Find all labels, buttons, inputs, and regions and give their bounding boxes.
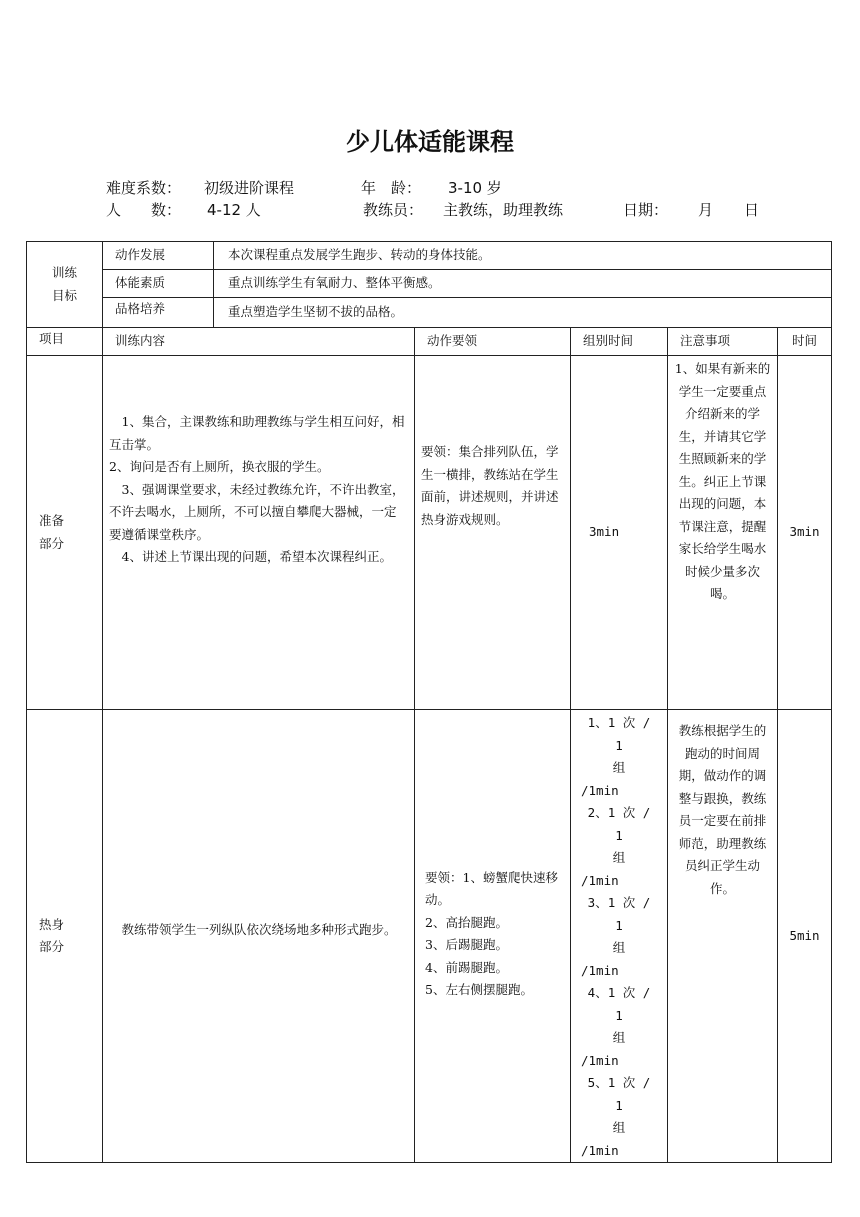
prep-time: 3min — [778, 356, 832, 710]
goals-label-line2: 目标 — [51, 287, 77, 303]
goal-text: 重点训练学生有氧耐力、整体平衡感。 — [214, 270, 832, 298]
goal-name: 动作发展 — [103, 242, 214, 270]
coach-label: 教练员： — [363, 201, 424, 219]
prep-group-time: 3min — [571, 356, 668, 710]
warmup-content-text: 教练带领学生一列纵队依次绕场地多种形式跑步。 — [121, 921, 397, 937]
people-value: 4-12 人 — [207, 201, 261, 219]
prep-content-item: 3、强调课堂要求，未经过教练允许，不许出教室，不许去喝水，上厕所，不可以擅自攀爬大器械，一定要遵循课堂秩序。 — [109, 481, 405, 542]
header-time: 时间 — [778, 328, 832, 356]
prep-label-line1: 准备 — [39, 513, 65, 528]
page-title: 少儿体适能课程 — [346, 128, 514, 156]
goal-row — [27, 270, 832, 298]
header-notes: 注意事项 — [668, 328, 778, 356]
age-value: 3-10 岁 — [448, 179, 502, 197]
goal-name: 体能素质 — [103, 270, 214, 298]
header-essentials: 动作要领 — [415, 328, 571, 356]
date-day: 日 — [744, 201, 760, 219]
date-month: 月 — [698, 201, 714, 219]
goal-row — [27, 298, 832, 328]
warmup-group-item: 5、1 次 / 1 组 /1min — [581, 1075, 651, 1158]
age-label: 年 龄： — [361, 179, 422, 197]
warmup-label-line2: 部分 — [39, 939, 65, 954]
goals-label-cell — [27, 242, 103, 328]
warmup-label-line1: 热身 — [39, 916, 65, 932]
goal-row — [27, 242, 832, 270]
prep-content-cell — [103, 356, 415, 710]
warmup-essentials-item: 4、前踢腿跑。 — [425, 959, 508, 975]
warmup-row — [27, 710, 832, 1163]
difficulty-label: 难度系数： — [106, 179, 182, 197]
prep-content-item: 2、询问是否有上厕所，换衣服的学生。 — [109, 459, 330, 474]
prep-label-cell — [27, 356, 103, 710]
warmup-group-item: 3、1 次 / 1 组 /1min — [581, 895, 651, 978]
warmup-group-time-cell — [571, 710, 668, 1163]
prep-notes: 1、如果有新来的学生一定要重点介绍新来的学生，并请其它学生照顾新来的学生。纠正上节课出现的问题，本节课注意，提醒家长给学生喝水时候少量多次喝。 — [668, 356, 778, 710]
goal-text: 本次课程重点发展学生跑步、转动的身体技能。 — [214, 242, 832, 270]
warmup-content — [103, 710, 415, 1163]
warmup-notes: 教练根据学生的跑动的时间周期，做动作的调整与跟换，教练员一定要在前排师范，助理教练员纠正学生动作。 — [668, 710, 778, 1163]
warmup-essentials-item: 3、后踢腿跑。 — [425, 937, 508, 952]
coach-value: 主教练，助理教练 — [443, 201, 564, 219]
prep-row — [27, 356, 832, 710]
goal-text: 重点塑造学生坚韧不拔的品格。 — [214, 298, 832, 328]
date-label: 日期： — [623, 201, 669, 219]
warmup-label-cell — [27, 710, 103, 1163]
warmup-essentials-cell — [415, 710, 571, 1163]
warmup-time: 5min — [778, 710, 832, 1163]
prep-content-item: 4、讲述上节课出现的问题，希望本次课程纠正。 — [121, 549, 392, 564]
header-project: 项目 — [27, 328, 103, 356]
people-label: 人 数： — [106, 201, 182, 219]
goal-name: 品格培养 — [103, 298, 214, 328]
header-row — [27, 328, 832, 356]
header-content: 训练内容 — [103, 328, 415, 356]
difficulty-value: 初级进阶课程 — [204, 179, 295, 197]
warmup-essentials-item: 2、高抬腿跑。 — [425, 914, 508, 930]
goals-label-line1: 训练 — [51, 265, 77, 280]
warmup-group-item: 4、1 次 / 1 组 /1min — [581, 985, 651, 1068]
warmup-group-item: 2、1 次 / 1 组 /1min — [581, 805, 651, 888]
prep-label-line2: 部分 — [39, 535, 65, 551]
warmup-essentials-item: 5、左右侧摆腿跑。 — [425, 982, 533, 997]
prep-essentials: 要领：集合排列队伍，学生一横排，教练站在学生面前，讲述规则，并讲述热身游戏规则。 — [415, 356, 571, 710]
course-plan-table — [26, 241, 832, 1163]
header-group-time: 组别时间 — [571, 328, 668, 356]
warmup-essentials-item: 要领：1、螃蟹爬快速移动。 — [425, 869, 558, 907]
warmup-group-item: 1、1 次 / 1 组 /1min — [581, 715, 651, 798]
prep-content-item: 1、集合，主课教练和助理教练与学生相互问好，相互击掌。 — [109, 414, 405, 452]
